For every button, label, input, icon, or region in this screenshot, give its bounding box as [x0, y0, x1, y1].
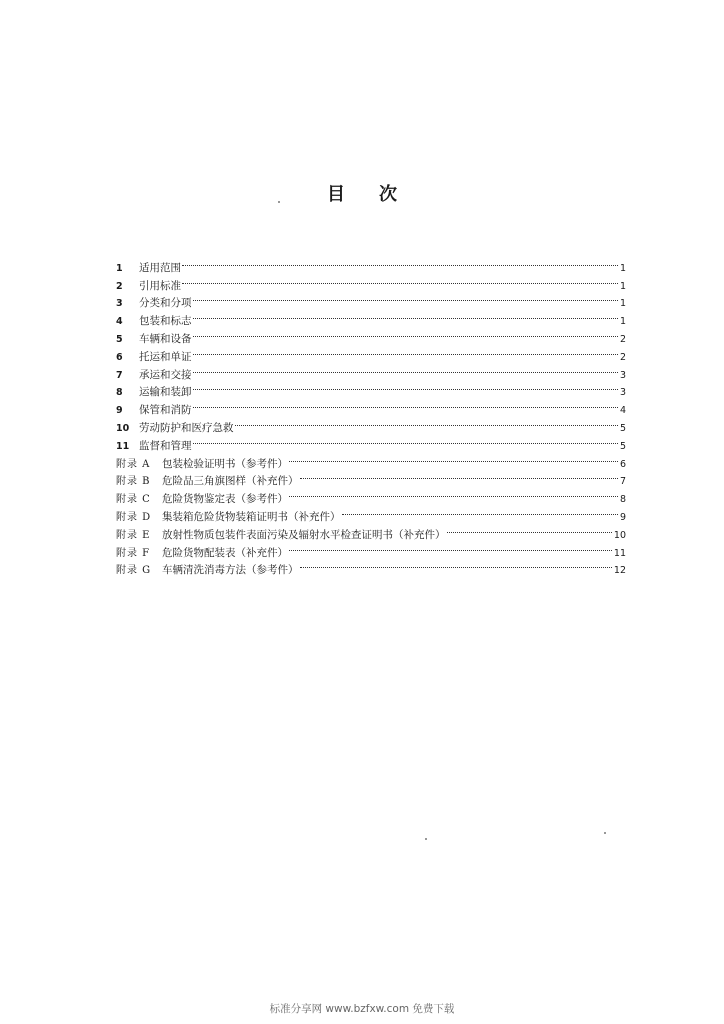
toc-dot-leader	[289, 538, 612, 556]
toc-entry-title: 危险货物鉴定表（参考件）	[162, 493, 288, 506]
toc-entry-number: 11	[116, 440, 130, 452]
toc-entry[interactable]	[116, 431, 626, 452]
toc-entry-title: 集装箱危险货物装箱证明书（补充件）	[162, 510, 341, 523]
toc-entry-page-number: 1	[619, 298, 626, 310]
toc-dot-leader	[193, 360, 618, 378]
toc-entry-number: 3	[116, 298, 123, 310]
toc-entry-title: 监督和管理	[139, 439, 192, 452]
footer-watermark: 标准分享网 www.bzfxw.com 免费下载	[269, 1003, 455, 1015]
toc-entry[interactable]	[116, 253, 626, 274]
toc-entry-title: 危险品三角旗图样（补充件）	[162, 475, 299, 488]
toc-entry-title: 包装检验证明书（参考件）	[162, 457, 288, 470]
toc-entry-page-number: 2	[619, 351, 626, 363]
toc-entry-number: 附录 D	[116, 511, 152, 523]
toc-entry-number: 4	[116, 316, 123, 328]
toc-entry-page-number: 10	[613, 529, 626, 541]
toc-entry-page-number: 5	[619, 440, 626, 452]
toc-entry[interactable]	[116, 306, 626, 328]
toc-entry[interactable]	[116, 342, 626, 363]
toc-dot-leader	[300, 556, 612, 574]
toc-entry-page-number: 3	[619, 369, 626, 381]
toc-dot-leader	[193, 395, 618, 413]
toc-entry-page-number: 12	[613, 565, 626, 577]
toc-entry-number: 附录 C	[116, 494, 151, 506]
toc-entry-number: 附录 B	[116, 476, 151, 488]
toc-entry-page-number: 8	[619, 494, 626, 506]
toc-dot-leader	[289, 484, 618, 502]
toc-entry-title: 引用标准	[139, 279, 181, 292]
title-char-2: 次	[379, 184, 397, 205]
toc-dot-leader	[289, 449, 618, 467]
toc-entry-page-number: 9	[619, 511, 626, 523]
toc-entry-title: 车辆清洗消毒方法（参考件）	[162, 564, 299, 577]
toc-entry-title: 托运和单证	[139, 350, 192, 363]
toc-entry-number: 7	[116, 369, 123, 381]
toc-entry-page-number: 4	[619, 405, 626, 417]
toc-entry-title: 分类和分项	[139, 297, 192, 310]
toc-dot-leader	[193, 378, 618, 396]
toc-dot-leader	[193, 306, 618, 324]
toc-entry-title: 车辆和设备	[139, 332, 192, 345]
toc-entry-title: 保管和消防	[139, 404, 192, 417]
toc-entry-number: 2	[116, 280, 123, 292]
toc-entry-number: 8	[116, 387, 123, 399]
toc-entry-page-number: 3	[619, 387, 626, 399]
scan-speck	[425, 838, 427, 840]
toc-entry-number: 1	[116, 262, 123, 274]
toc-entry-number: 附录 G	[116, 565, 152, 577]
toc-entry-page-number: 5	[619, 422, 626, 434]
toc-dot-leader	[193, 342, 618, 360]
toc-dot-leader	[182, 253, 618, 271]
toc-entry-page-number: 1	[619, 316, 626, 328]
toc-entry-title: 放射性物质包装件表面污染及辐射水平检查证明书（补充件）	[162, 528, 446, 541]
toc-entry[interactable]	[116, 271, 626, 292]
toc-entry-page-number: 11	[613, 547, 626, 559]
toc-entry-number: 附录 E	[116, 529, 151, 541]
toc-entry-page-number: 7	[619, 476, 626, 488]
toc-entry[interactable]	[116, 449, 626, 470]
title-char-1: 目	[327, 184, 345, 205]
toc-entry-number: 附录 A	[116, 458, 151, 470]
toc-entry[interactable]	[116, 324, 626, 345]
toc-entry-title: 运输和装卸	[139, 386, 192, 399]
scan-speck	[604, 832, 606, 834]
toc-entry[interactable]	[116, 360, 626, 381]
toc-entry-number: 6	[116, 351, 123, 363]
toc-entry-number: 5	[116, 333, 123, 345]
table-of-contents	[116, 253, 626, 577]
toc-dot-leader	[447, 520, 612, 538]
toc-entry-title: 承运和交接	[139, 368, 192, 381]
toc-dot-leader	[300, 467, 618, 485]
toc-entry-title: 包装和标志	[139, 315, 192, 328]
toc-entry-page-number: 1	[619, 262, 626, 274]
toc-entry-page-number: 6	[619, 458, 626, 470]
toc-dot-leader	[342, 502, 618, 520]
toc-entry-title: 危险货物配装表（补充件）	[162, 546, 288, 559]
toc-entry-number: 附录 F	[116, 547, 151, 559]
toc-entry-page-number: 1	[619, 280, 626, 292]
toc-entry[interactable]	[116, 413, 626, 434]
page-title	[0, 180, 724, 206]
toc-dot-leader	[193, 289, 618, 307]
toc-entry[interactable]	[116, 289, 626, 310]
toc-entry-number: 9	[116, 405, 123, 417]
scan-speck	[278, 201, 280, 203]
toc-entry-title: 适用范围	[139, 261, 181, 274]
toc-entry[interactable]	[116, 378, 626, 399]
toc-entry-page-number: 2	[619, 333, 626, 345]
toc-dot-leader	[193, 431, 618, 449]
toc-entry[interactable]	[116, 395, 626, 417]
toc-entry-number: 10	[116, 422, 130, 434]
toc-dot-leader	[193, 324, 618, 342]
toc-dot-leader	[182, 271, 618, 289]
toc-dot-leader	[235, 413, 618, 431]
toc-entry-title: 劳动防护和医疗急救	[139, 421, 234, 434]
